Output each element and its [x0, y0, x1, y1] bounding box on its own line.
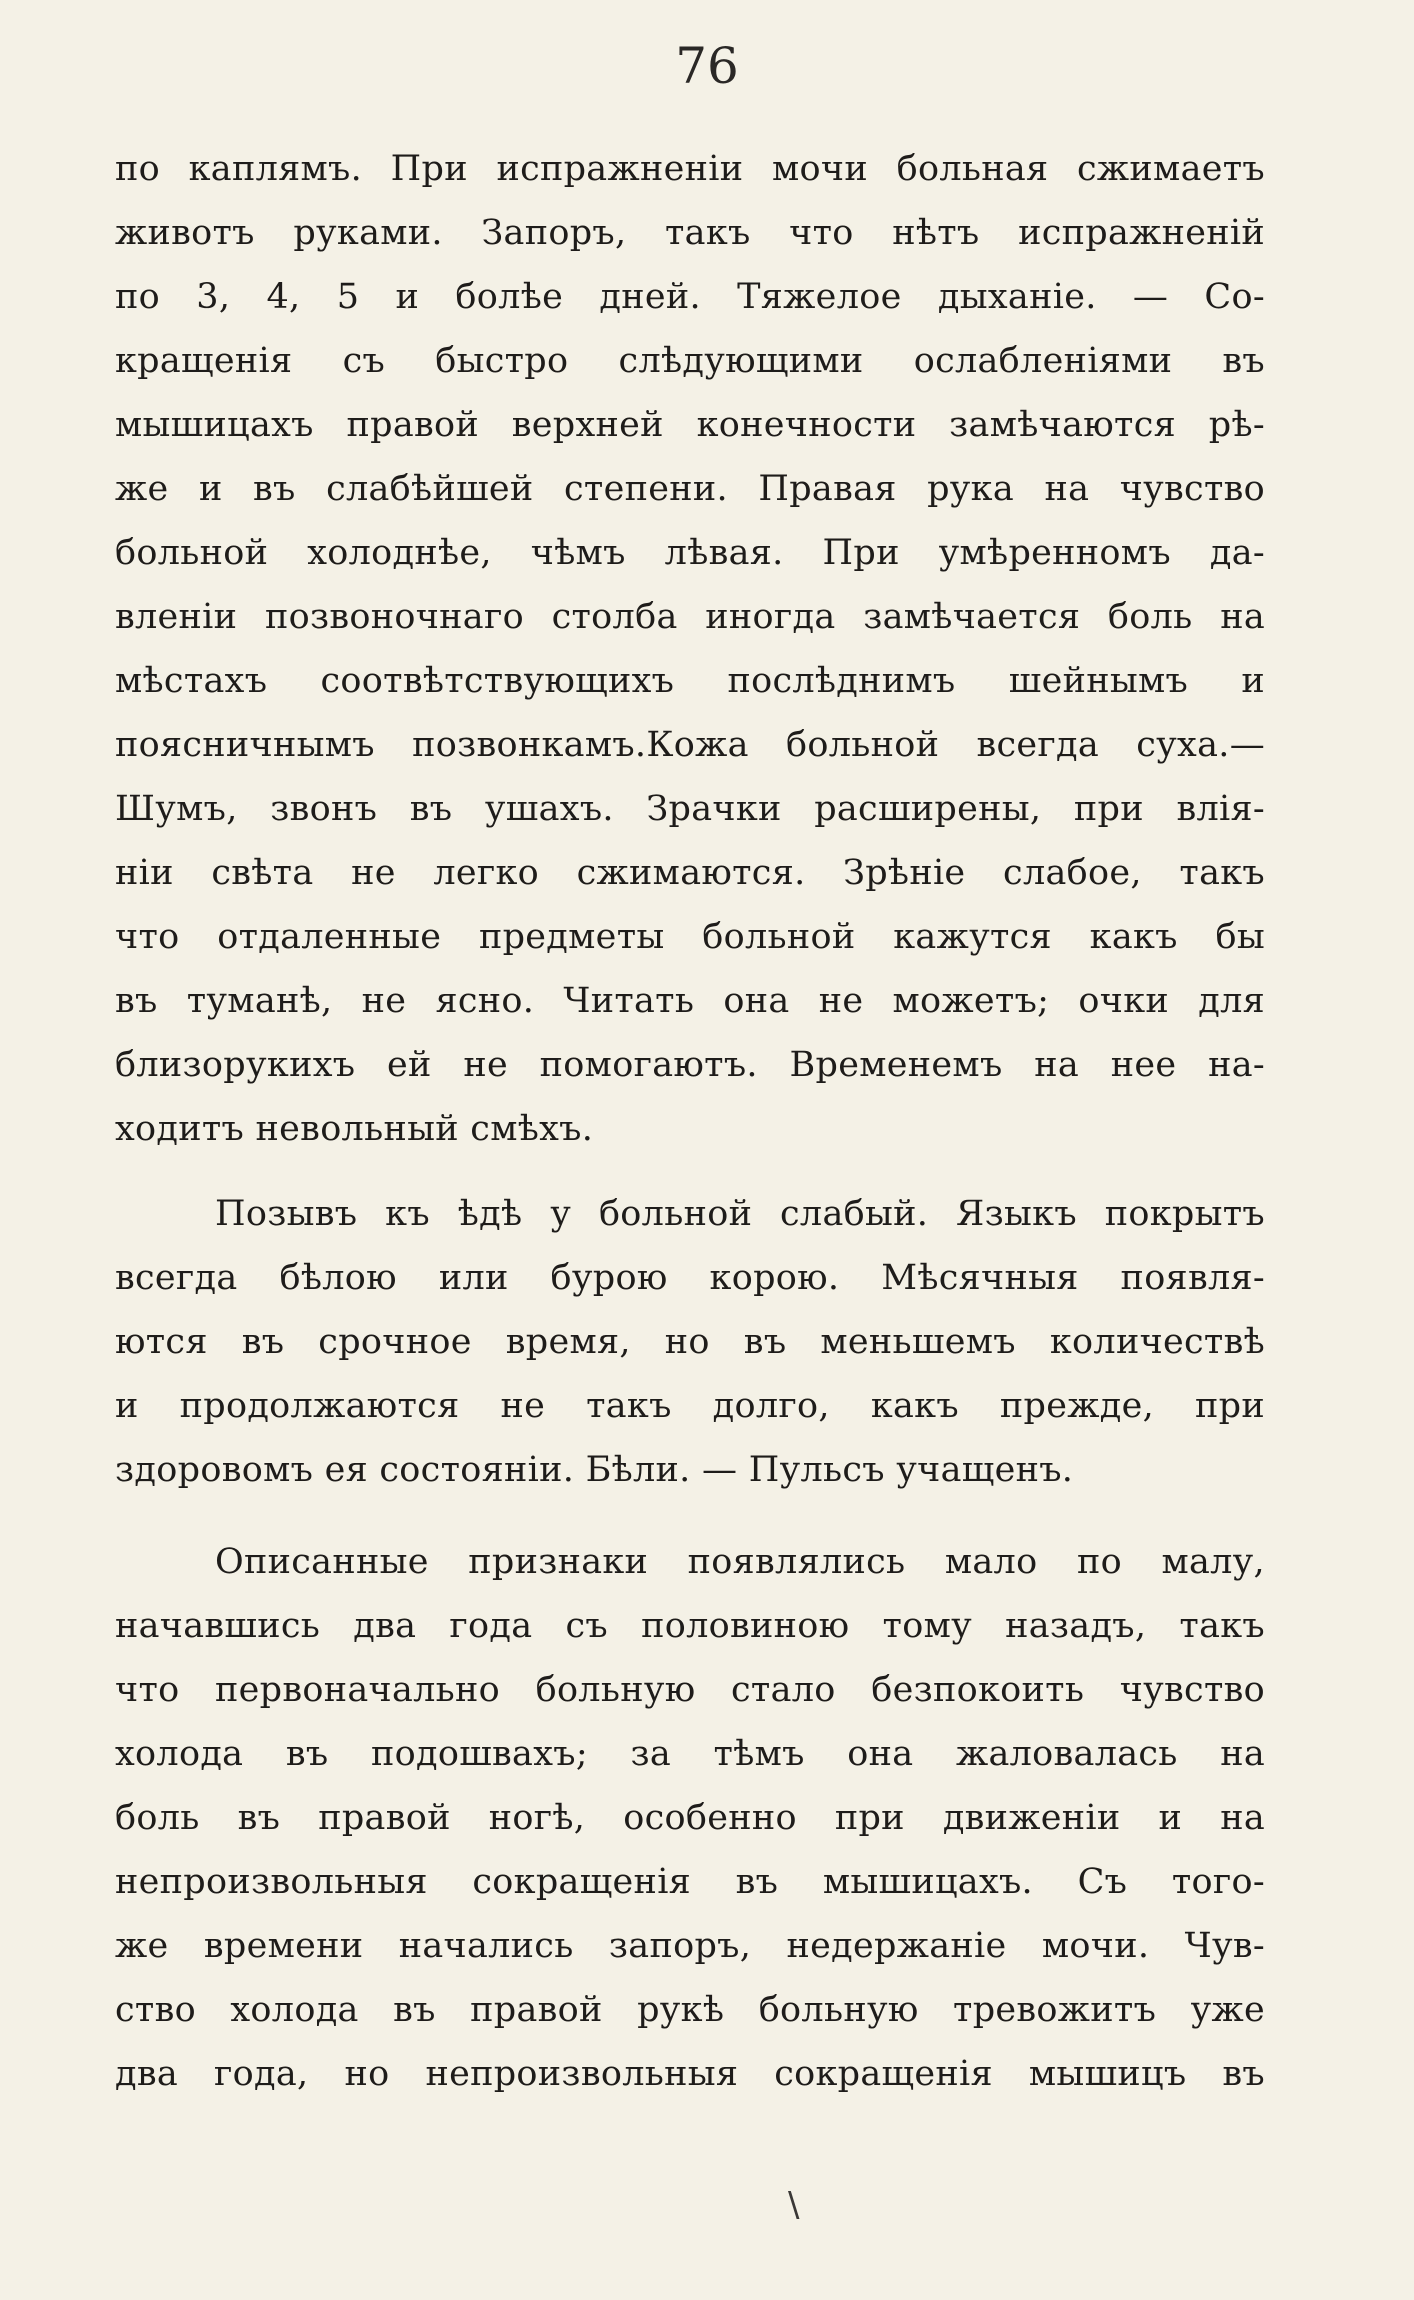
text-line: же и въ слабѣйшей степени. Правая рука на чувство [115, 469, 1265, 509]
text-line: что первоначально больную стало безпокоить чувство [115, 1670, 1265, 1710]
text-line: два года, но непроизвольныя сокращенія мышицъ въ [115, 2054, 1265, 2094]
text-line: въ туманѣ, не ясно. Читать она не можетъ; очки для [115, 981, 1265, 1021]
text-line: мышицахъ правой верхней конечности замѣчаются рѣ- [115, 405, 1265, 445]
text-line: животъ руками. Запоръ, такъ что нѣтъ испражненій [115, 213, 1265, 253]
text-line: кращенія съ быстро слѣдующими ослабленіями въ [115, 341, 1265, 381]
text-line: вленіи позвоночнаго столба иногда замѣчается боль на [115, 597, 1265, 637]
text-line: поясничнымъ позвонкамъ.Кожа больной всегда суха.— [115, 725, 1265, 765]
paragraph-2 [115, 1182, 1265, 1502]
page-number: 76 [675, 37, 739, 95]
text-line: всегда бѣлою или бурою корою. Мѣсячныя появля- [115, 1258, 1265, 1298]
text-line: больной холоднѣе, чѣмъ лѣвая. При умѣренномъ да- [115, 533, 1265, 573]
text-line: что отдаленные предметы больной кажутся какъ бы [115, 917, 1265, 957]
text-line: и продолжаются не такъ долго, какъ прежде, при [115, 1386, 1265, 1426]
text-line: Описанные признаки появлялись мало по малу, [215, 1542, 1265, 1582]
text-line: же времени начались запоръ, недержаніе мочи. Чув- [115, 1926, 1265, 1966]
text-line: Шумъ, звонъ въ ушахъ. Зрачки расширены, при влія- [115, 789, 1265, 829]
text-line: здоровомъ ея состояніи. Бѣли. — Пульсъ учащенъ. [115, 1450, 1074, 1490]
text-line: Позывъ къ ѣдѣ у больной слабый. Языкъ покрытъ [215, 1194, 1265, 1234]
text-line: близорукихъ ей не помогаютъ. Временемъ на нее на- [115, 1045, 1265, 1085]
text-line: боль въ правой ногѣ, особенно при движеніи и на [115, 1798, 1265, 1838]
text-line: начавшись два года съ половиною тому назадъ, такъ [115, 1606, 1265, 1646]
text-line: непроизвольныя сокращенія въ мышицахъ. Съ того- [115, 1862, 1265, 1902]
text-line: по каплямъ. При испражненіи мочи больная сжимаетъ [115, 149, 1265, 189]
text-line: по 3, 4, 5 и болѣе дней. Тяжелое дыханіе. — Со- [115, 277, 1265, 317]
text-line: ются въ срочное время, но въ меньшемъ количествѣ [115, 1322, 1265, 1362]
text-line: ніи свѣта не легко сжимаются. Зрѣніе слабое, такъ [115, 853, 1265, 893]
paragraph-1 [115, 137, 1265, 1161]
paragraph-3 [115, 1530, 1265, 2106]
text-line: холода въ подошвахъ; за тѣмъ она жаловалась на [115, 1734, 1265, 1774]
pen-mark: \ [788, 2185, 800, 2225]
text-line: ство холода въ правой рукѣ больную тревожитъ уже [115, 1990, 1265, 2030]
text-line: ходитъ невольный смѣхъ. [115, 1109, 594, 1149]
text-line: мѣстахъ соотвѣтствующихъ послѣднимъ шейнымъ и [115, 661, 1265, 701]
